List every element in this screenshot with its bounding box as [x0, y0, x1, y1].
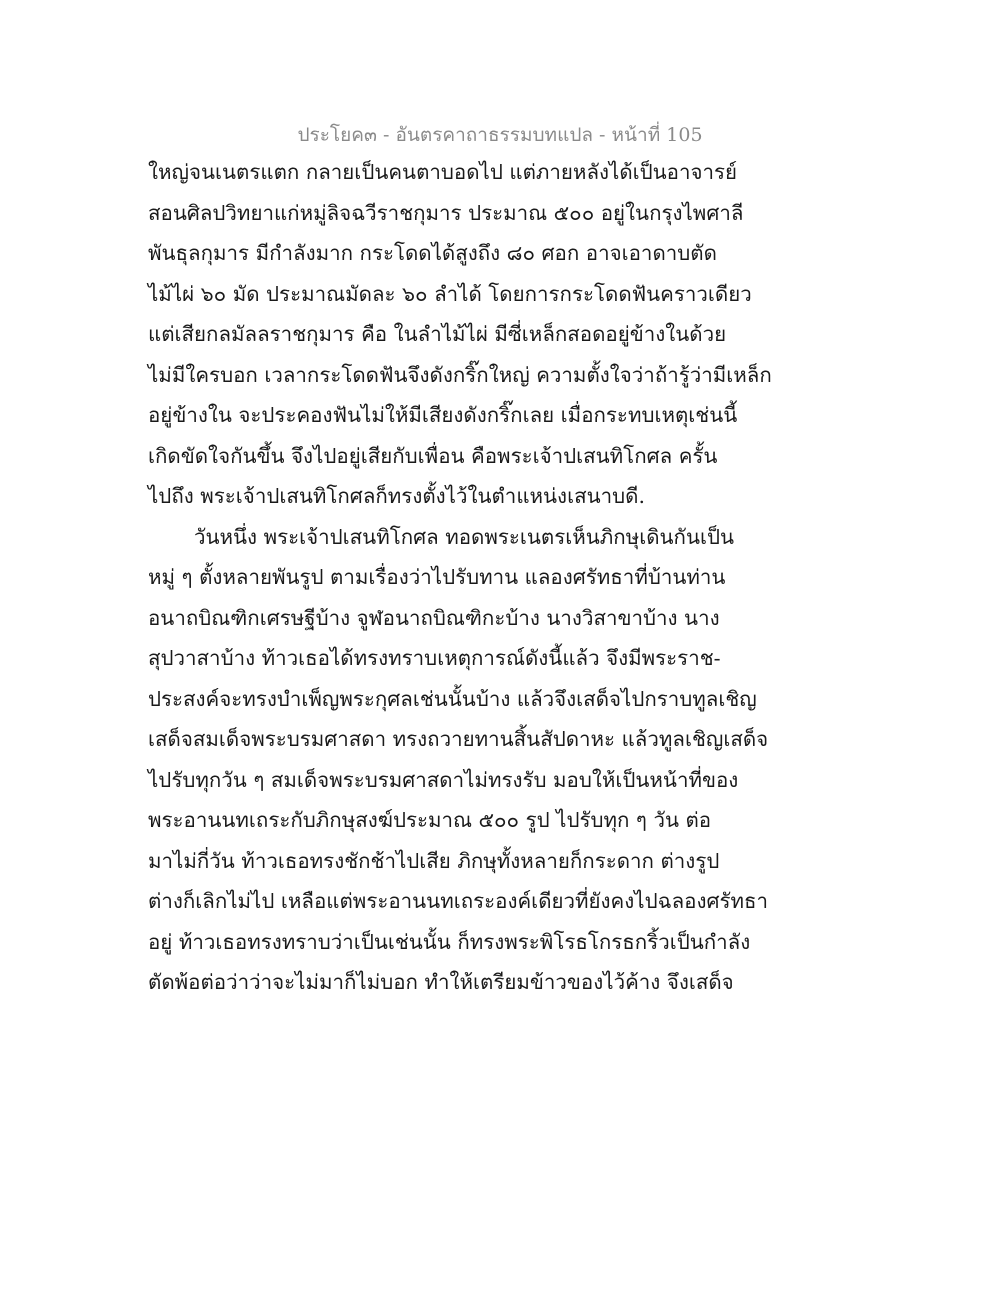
body-text: [148, 152, 848, 1003]
text-line: สอนศิลปวิทยาแก่หมู่ลิจฉวีราชกุมาร ประมาณ ๕๐๐ อยู่ในกรุงไพศาลี: [148, 200, 744, 225]
text-line: ไปรับทุกวัน ๆ สมเด็จพระบรมศาสดาไม่ทรงรับ มอบให้เป็นหน้าที่ของ: [148, 767, 739, 792]
text-line: แต่เสียกลมัลลราชกุมาร คือ ในลำไม้ไผ่ มีซี่เหล็กสอดอยู่ข้างในด้วย: [148, 322, 727, 346]
paragraph-2: [148, 517, 848, 1003]
text-line: หมู่ ๆ ตั้งหลายพันรูป ตามเรื่องว่าไปรับทาน แลองศรัทธาที่บ้านท่าน: [148, 565, 726, 589]
text-line: พันธุลกุมาร มีกำลังมาก กระโดดได้สูงถึง ๘๐ ศอก อาจเอาดาบตัด: [148, 241, 717, 265]
text-line: เสด็จสมเด็จพระบรมศาสดา ทรงถวายทานสิ้นสัปดาหะ แล้วทูลเชิญเสด็จ: [148, 727, 769, 751]
text-line: วันหนึ่ง พระเจ้าปเสนทิโกศล ทอดพระเนตรเห็นภิกษุเดินกันเป็น: [194, 524, 734, 549]
page-header: ประโยค๓ - อันตรคาถาธรรมบทแปล - หน้าที่ 105: [297, 124, 703, 146]
text-line: เกิดขัดใจกันขึ้น จึงไปอยู่เสียกับเพื่อน คือพระเจ้าปเสนทิโกศล ครั้น: [148, 443, 718, 468]
text-line: อนาถบิณฑิกเศรษฐีบ้าง จูฬอนาถบิณฑิกะบ้าง นางวิสาขาบ้าง นาง: [148, 605, 720, 630]
text-line: ประสงค์จะทรงบำเพ็ญพระกุศลเช่นนั้นบ้าง แล้วจึงเสด็จไปกราบทูลเชิญ: [148, 686, 757, 711]
text-line: ใหญ่จนเนตรแตก กลายเป็นคนตาบอดไป แต่ภายหลังได้เป็นอาจารย์: [148, 160, 738, 184]
text-line: อยู่ ท้าวเธอทรงทราบว่าเป็นเช่นนั้น ก็ทรงพระพิโรธโกรธกริ้วเป็นกำลัง: [148, 929, 751, 954]
paragraph-1: [148, 152, 848, 517]
text-line: พระอานนทเถระกับภิกษุสงฆ์ประมาณ ๕๐๐ รูป ไปรับทุก ๆ วัน ต่อ: [148, 808, 712, 832]
text-line: ตัดพ้อต่อว่าว่าจะไม่มาก็ไม่บอก ทำให้เตรียมข้าวของไว้ค้าง จึงเสด็จ: [148, 970, 734, 994]
text-line: ต่างก็เลิกไม่ไป เหลือแต่พระอานนทเถระองค์เดียวที่ยังคงไปฉลองศรัทธา: [148, 889, 769, 913]
text-line: ไปถึง พระเจ้าปเสนทิโกศลก็ทรงตั้งไว้ในตำแหน่งเสนาบดี.: [148, 484, 645, 508]
text-line: ไม่มีใครบอก เวลากระโดดฟันจึงดังกริ๊กใหญ่ ความตั้งใจว่าถ้ารู้ว่ามีเหล็ก: [148, 362, 772, 387]
text-line: ไม้ไผ่ ๖๐ มัด ประมาณมัดละ ๖๐ ลำได้ โดยการกระโดดฟันคราวเดียว: [148, 281, 752, 306]
text-line: อยู่ข้างใน จะประคองฟันไม่ให้มีเสียงดังกริ๊กเลย เมื่อกระทบเหตุเช่นนี้: [148, 403, 738, 427]
text-line: สุปวาสาบ้าง ท้าวเธอได้ทรงทราบเหตุการณ์ดังนี้แล้ว จึงมีพระราช-: [148, 646, 721, 670]
text-line: มาไม่กี่วัน ท้าวเธอทรงชักช้าไปเสีย ภิกษุทั้งหลายก็กระดาก ต่างรูป: [148, 848, 720, 873]
